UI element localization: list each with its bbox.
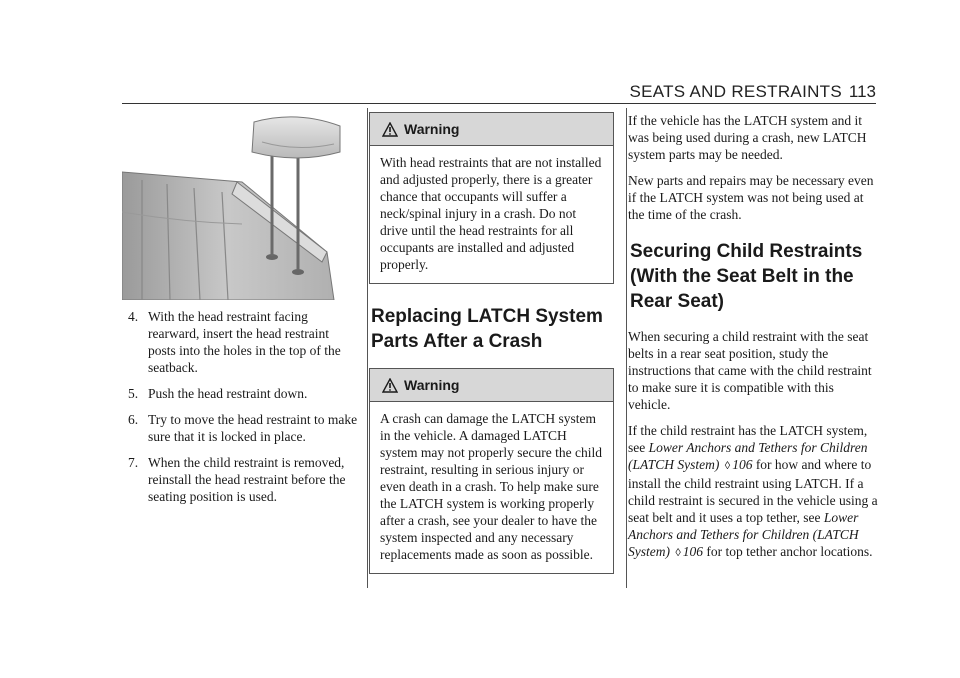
head-restraint-illustration xyxy=(122,112,342,300)
warning-icon xyxy=(382,378,398,393)
step-text: When the child restraint is removed, reinstall the head restraint before the seating position is used. xyxy=(148,455,346,504)
paragraph: When securing a child restraint with the seat belts in a rear seat position, study the instructions that came with the child restraint to make sure it is compatible with this vehicle. xyxy=(628,329,872,412)
page-reference-icon: ◊ xyxy=(675,547,681,559)
paragraph: If the vehicle has the LATCH system and it was being used during a crash, new LATCH system parts may be needed. xyxy=(628,113,867,162)
step-number: 6. xyxy=(128,412,139,427)
warning-text: With head restraints that are not installed and adjusted properly, there is a greater chance that occupants will suffer a neck/spinal injury in a crash. Do not drive until the head restraints for all occupants are installed and adjusted properly. xyxy=(380,155,602,272)
column-divider xyxy=(367,108,368,588)
warning-title: Warning xyxy=(404,120,460,137)
header-rule xyxy=(122,103,876,104)
step-text: Try to move the head restraint to make sure that it is locked in place. xyxy=(148,412,358,444)
warning-box xyxy=(369,112,614,284)
paragraph xyxy=(628,422,878,562)
page-number: 113 xyxy=(848,82,876,101)
list-item xyxy=(122,454,358,505)
installation-steps xyxy=(122,308,358,505)
list-item xyxy=(122,385,358,402)
text-segment: for top tether anchor locations. xyxy=(706,544,873,559)
step-number: 4. xyxy=(128,309,139,324)
column-divider xyxy=(626,108,627,588)
warning-text: A crash can damage the LATCH system in the vehicle. A damaged LATCH system may not properly secure the child restraint, resulting in serious injury or even death in a crash. To help make sure the LATCH system is working properly after a crash, see your dealer to have the system inspected and any necessary replacements made as soon as possible. xyxy=(380,411,602,562)
page-reference[interactable]: 106 xyxy=(732,457,753,472)
step-text: Push the head restraint down. xyxy=(148,386,308,401)
section-title: SEATS AND RESTRAINTS xyxy=(629,82,842,101)
warning-title: Warning xyxy=(404,376,460,393)
list-item xyxy=(122,411,358,445)
cross-reference-link[interactable]: Lower Anchors and Tethers for Children (LATCH System) xyxy=(628,510,859,559)
paragraph: New parts and repairs may be necessary even if the LATCH system was not being used at the time of the crash. xyxy=(628,173,874,222)
warning-icon xyxy=(382,122,398,137)
column-1 xyxy=(122,112,358,514)
section-heading: Securing Child Restraints (With the Seat Belt in the Rear Seat) xyxy=(630,241,863,312)
warning-header xyxy=(370,113,613,146)
section-heading: Replacing LATCH System Parts After a Crash xyxy=(371,306,603,352)
column-2 xyxy=(369,112,614,574)
step-number: 5. xyxy=(128,386,139,401)
text-segment: for how and where to install the child restraint using LATCH. If a child restraint is secured in the vehicle using a seat belt and it uses a top tether, see xyxy=(628,457,878,525)
page-reference-icon: ◊ xyxy=(724,460,731,472)
list-item xyxy=(122,308,358,376)
warning-header xyxy=(370,369,613,402)
warning-box xyxy=(369,368,614,574)
text-segment: If the child restraint has the LATCH system, see xyxy=(628,423,868,455)
step-text: With the head restraint facing rearward, insert the head restraint posts into the holes in the top of the seatback. xyxy=(148,309,341,375)
column-3 xyxy=(628,112,878,571)
page-reference[interactable]: 106 xyxy=(682,544,704,559)
step-number: 7. xyxy=(128,455,139,470)
cross-reference-link[interactable]: Lower Anchors and Tethers for Children (LATCH System) xyxy=(628,440,868,472)
page-header xyxy=(0,0,960,104)
